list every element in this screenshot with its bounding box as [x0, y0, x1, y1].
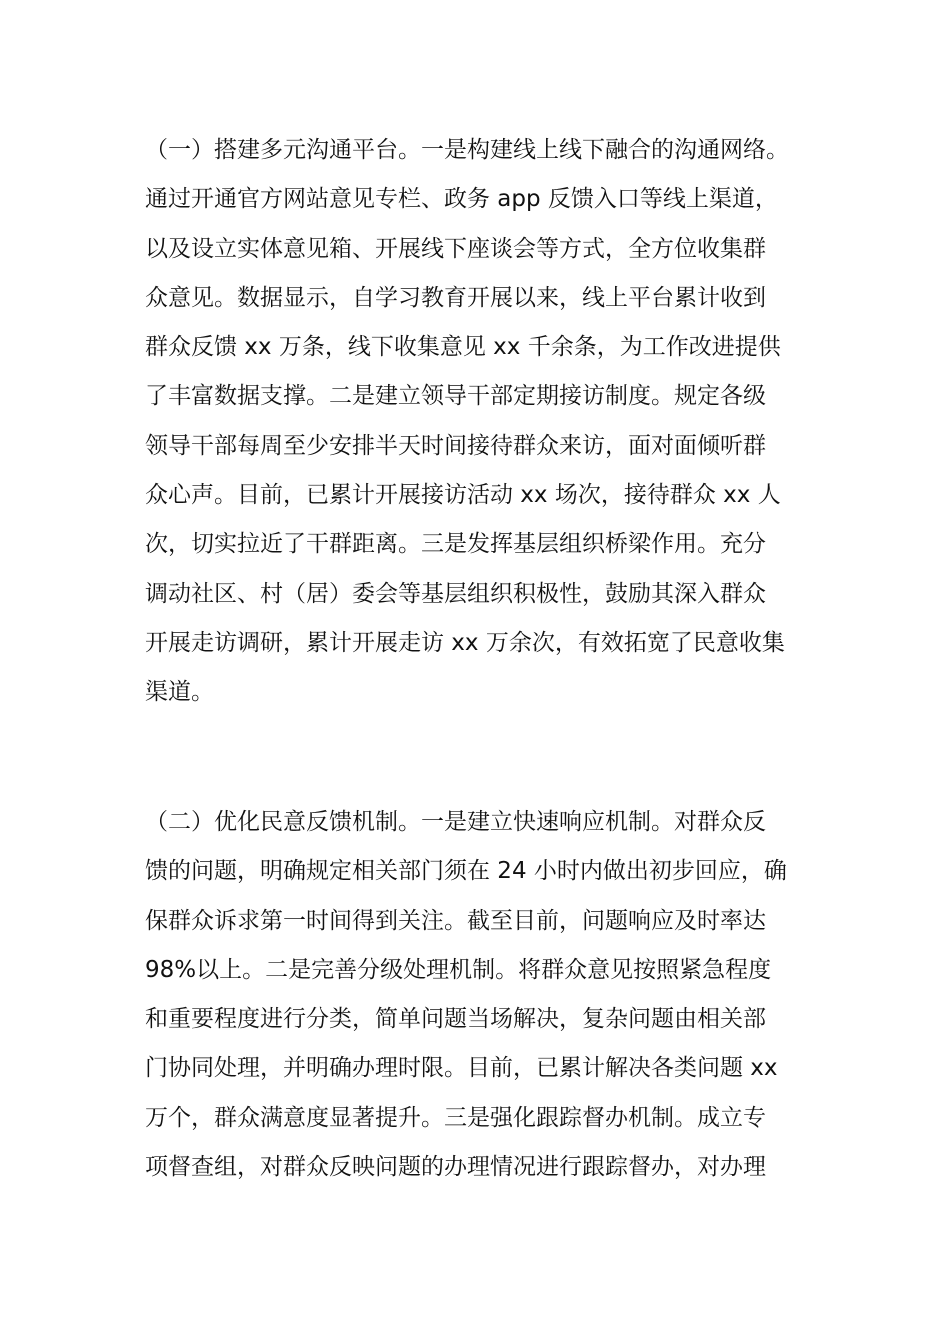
text-line: 98%以上。二是完善分级处理机制。将群众意见按照紧急程度: [145, 956, 772, 983]
text-line: 万个，群众满意度显著提升。三是强化跟踪督办机制。成立专: [145, 1104, 766, 1131]
paragraph-feedback: [145, 798, 810, 1192]
text-line: 门协同处理，并明确办理时限。目前，已累计解决各类问题 xx: [145, 1055, 778, 1082]
text-line: 馈的问题，明确规定相关部门须在 24 小时内做出初步回应，确: [145, 858, 787, 885]
paragraph-platform: [145, 126, 810, 718]
text-line: 领导干部每周至少安排半天时间接待群众来访，面对面倾听群: [145, 432, 766, 459]
text-line: 和重要程度进行分类，简单问题当场解决，复杂问题由相关部: [145, 1006, 766, 1033]
text-line: 次，切实拉近了干群距离。三是发挥基层组织桥梁作用。充分: [145, 531, 766, 558]
text-line: 开展走访调研，累计开展走访 xx 万余次，有效拓宽了民意收集: [145, 629, 785, 656]
text-line: （一）搭建多元沟通平台。一是构建线上线下融合的沟通网络。: [145, 137, 789, 163]
text-line: 群众反馈 xx 万条，线下收集意见 xx 千余条，为工作改进提供: [145, 334, 781, 361]
text-line: 项督查组，对群众反映问题的办理情况进行跟踪督办，对办理: [145, 1154, 766, 1181]
text-line: 了丰富数据支撑。二是建立领导干部定期接访制度。规定各级: [145, 383, 766, 410]
text-line: （二）优化民意反馈机制。一是建立快速响应机制。对群众反: [145, 809, 766, 835]
text-line: 渠道。: [145, 679, 214, 706]
text-line: 以及设立实体意见箱、开展线下座谈会等方式，全方位收集群: [145, 235, 766, 262]
text-line: 众心声。目前，已累计开展接访活动 xx 场次，接待群众 xx 人: [145, 482, 781, 509]
text-line: 众意见。数据显示，自学习教育开展以来，线上平台累计收到: [145, 284, 766, 311]
text-line: 调动社区、村（居）委会等基层组织积极性，鼓励其深入群众: [145, 580, 766, 607]
text-line: 通过开通官方网站意见专栏、政务 app 反馈入口等线上渠道，: [145, 186, 778, 213]
text-line: 保群众诉求第一时间得到关注。截至目前，问题响应及时率达: [145, 907, 766, 934]
